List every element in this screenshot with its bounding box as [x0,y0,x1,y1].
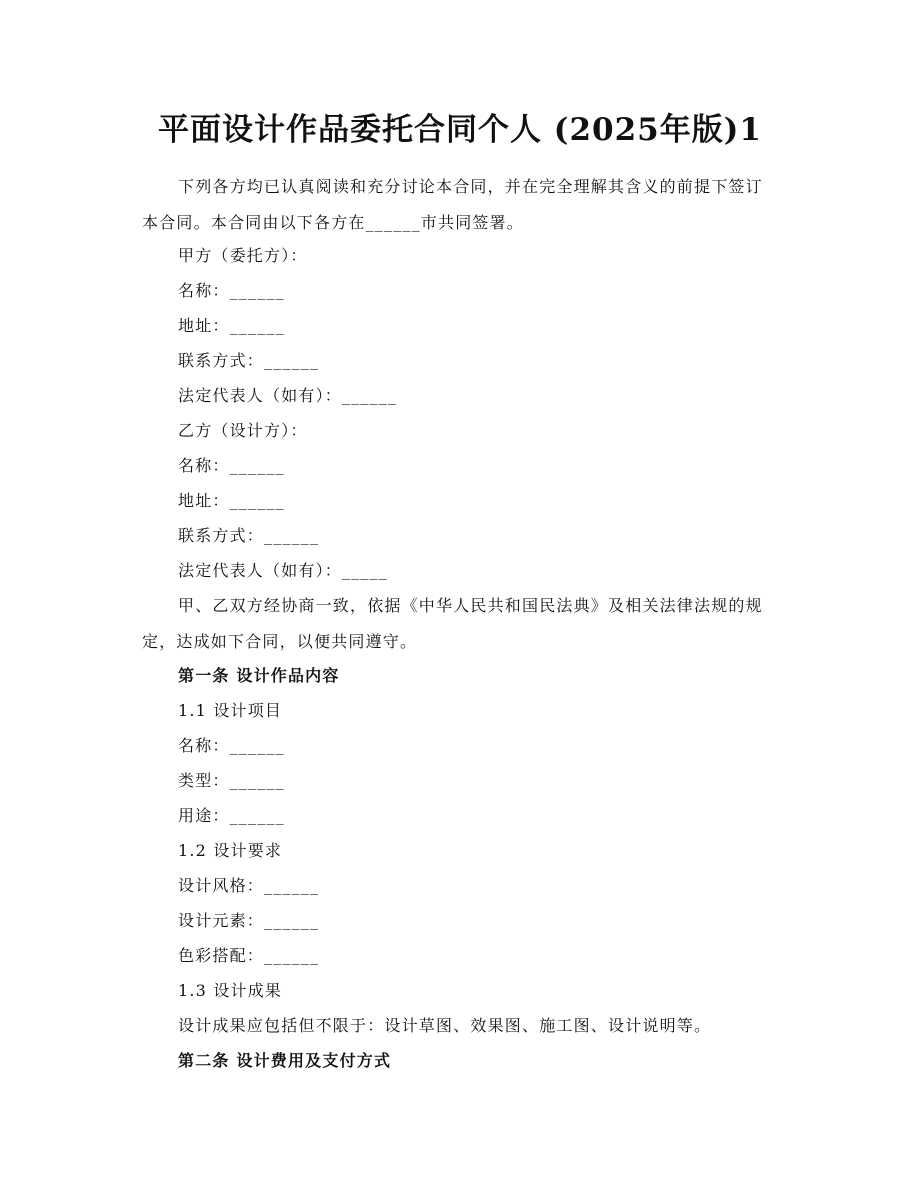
design-elements-field: 设计元素：______ [178,911,320,930]
party-b-heading: 乙方（设计方）： [178,421,308,440]
agreement-paragraph: 甲、乙双方经协商一致，依据《中华人民共和国民法典》及相关法律法规的规定，达成如下合同，以便共同遵守。 [142,596,763,651]
party-a-address: 地址：______ [178,316,285,335]
party-b-legal-rep: 法定代表人（如有）：_____ [178,561,389,580]
document-title: 平面设计作品委托合同个人 (2025年版)1 [158,112,762,148]
article-1-heading: 第一条 设计作品内容 [178,666,340,685]
project-type-field: 类型：______ [178,771,285,790]
party-a-contact: 联系方式：______ [178,351,320,370]
section-1-1-heading: 1.1 设计项目 [178,701,283,720]
project-usage-field: 用途：______ [178,806,285,825]
party-b-contact: 联系方式：______ [178,526,320,545]
section-1-3-heading: 1.3 设计成果 [178,981,283,1000]
party-a-legal-rep: 法定代表人（如有）：______ [178,386,398,405]
project-name-field: 名称：______ [178,736,285,755]
color-scheme-field: 色彩搭配：______ [178,946,320,965]
party-b-address: 地址：______ [178,491,285,510]
party-b-name: 名称：______ [178,456,285,475]
design-style-field: 设计风格：______ [178,876,320,895]
section-1-2-heading: 1.2 设计要求 [178,841,283,860]
article-2-heading: 第二条 设计费用及支付方式 [178,1051,392,1070]
intro-paragraph: 下列各方均已认真阅读和充分讨论本合同，并在完全理解其含义的前提下签订本合同。本合同由以下各方在______市共同签署。 [142,177,763,232]
party-a-heading: 甲方（委托方）： [178,246,308,265]
party-a-name: 名称：______ [178,281,285,300]
design-deliverables-text: 设计成果应包括但不限于：设计草图、效果图、施工图、设计说明等。 [178,1016,712,1035]
